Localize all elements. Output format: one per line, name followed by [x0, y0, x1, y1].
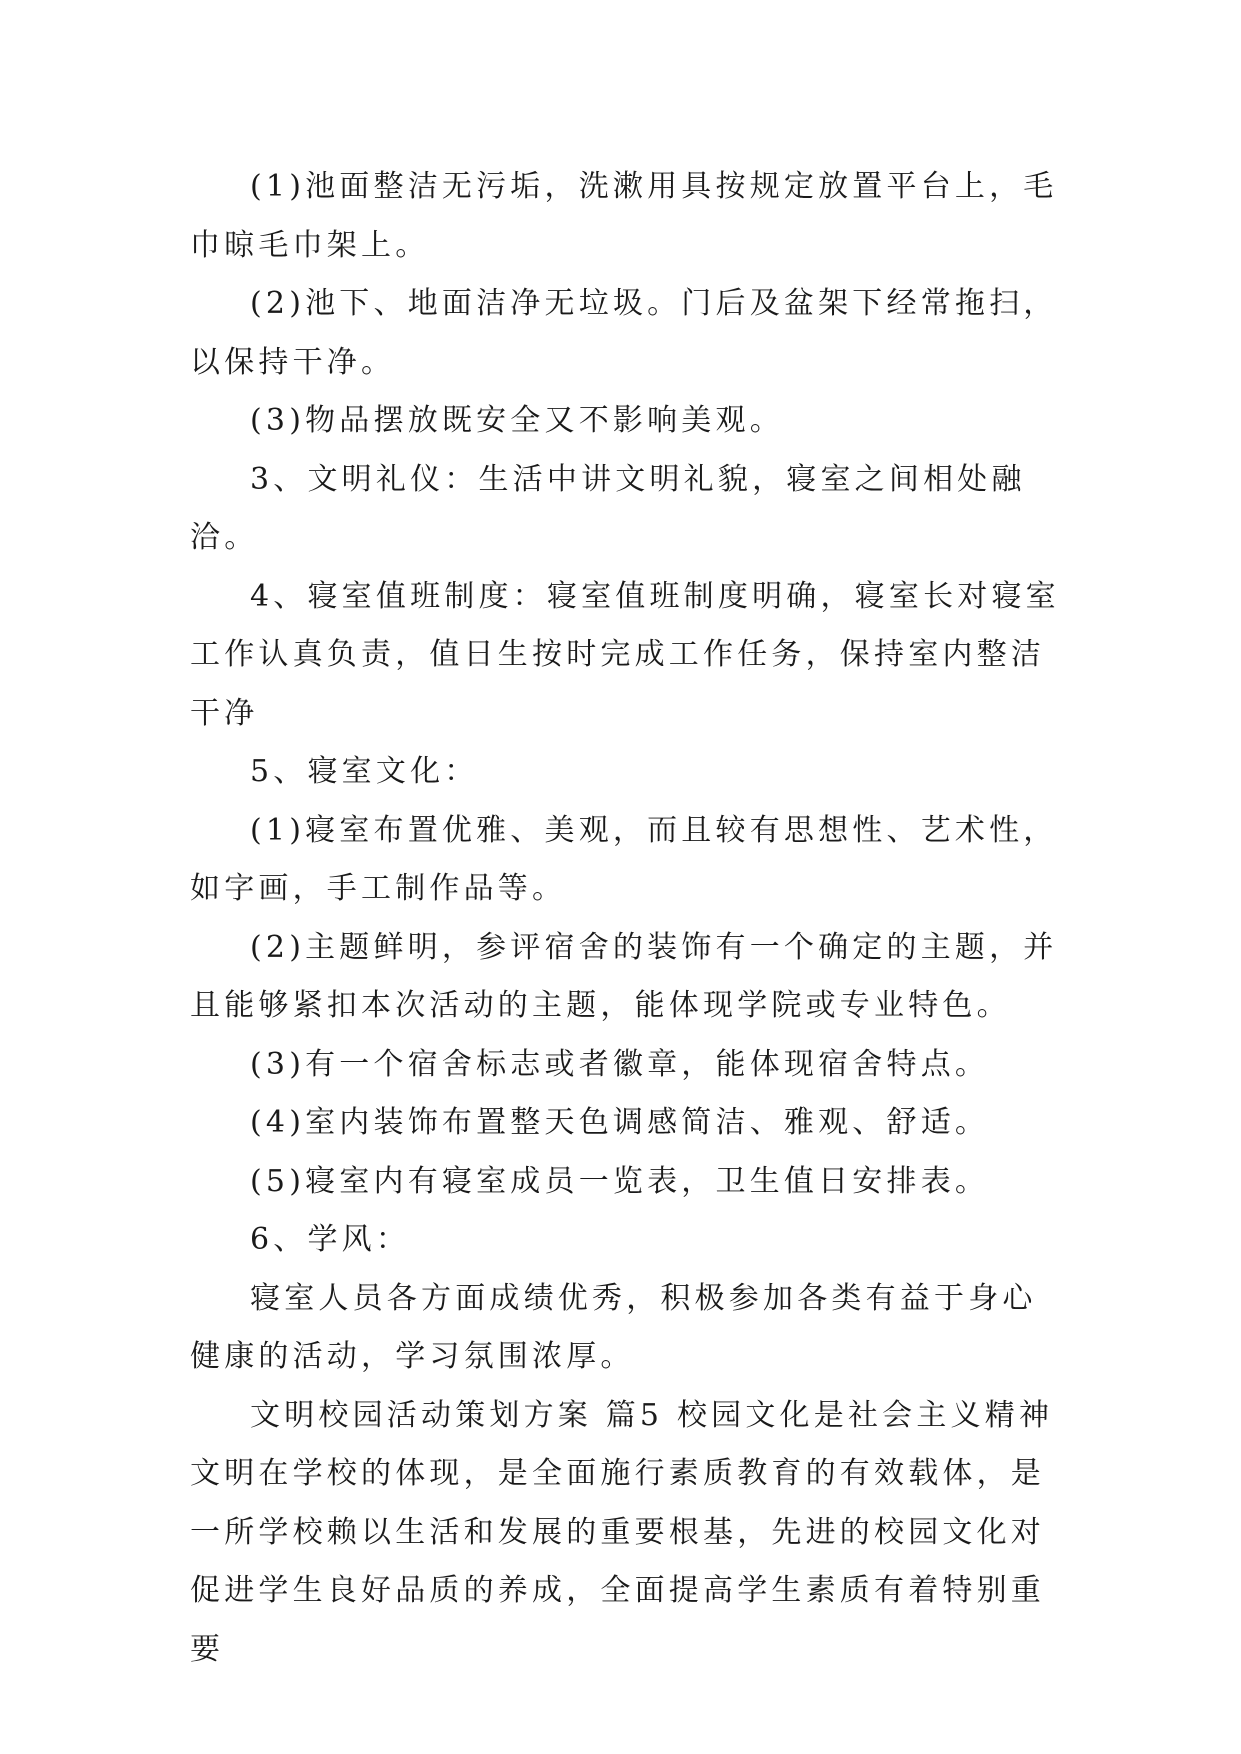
- paragraph-culture-theme: (2)主题鲜明，参评宿舍的装饰有一个确定的主题，并且能够紧扣本次活动的主题，能体现学院或专业特色。: [190, 929, 1058, 1023]
- paragraph-culture-decor: (1)寝室布置优雅、美观，而且较有思想性、艺术性，如字画，手工制作品等。: [190, 812, 1058, 906]
- paragraph-sink-cleanliness: (1)池面整洁无污垢，洗漱用具按规定放置平台上，毛巾晾毛巾架上。: [190, 169, 1058, 263]
- paragraph-study-heading: 6、学风：: [250, 1222, 411, 1257]
- paragraph-item-placement: (3)物品摆放既安全又不影响美观。: [250, 403, 784, 438]
- paragraph-floor-cleanliness: (2)池下、地面洁净无垃圾。门后及盆架下经常拖扫，以保持干净。: [190, 286, 1058, 380]
- paragraph-culture-interior: (4)室内装饰布置整天色调感简洁、雅观、舒适。: [250, 1105, 990, 1140]
- paragraph-plan-5-intro: 文明校园活动策划方案 篇5 校园文化是社会主义精神文明在学校的体现，是全面施行素质教育的有效载体，是一所学校赖以生活和发展的重要根基，先进的校园文化对促进学生良好品质的养成，全面提高学生素质有着特别重要: [190, 1397, 1054, 1667]
- paragraph-culture-emblem: (3)有一个宿舍标志或者徽章，能体现宿舍特点。: [250, 1046, 990, 1082]
- paragraph-duty-system: 4、寝室值班制度：寝室值班制度明确，寝室长对寝室工作认真负责，值日生按时完成工作任务，保持室内整洁干净: [190, 578, 1060, 731]
- paragraph-study-body: 寝室人员各方面成绩优秀，积极参加各类有益于身心健康的活动，学习氛围浓厚。: [190, 1280, 1037, 1374]
- paragraph-culture-roster: (5)寝室内有寝室成员一览表，卫生值日安排表。: [250, 1163, 990, 1199]
- paragraph-dorm-culture-heading: 5、寝室文化：: [250, 754, 479, 789]
- document-body: [190, 158, 1070, 1679]
- paragraph-civility: 3、文明礼仪：生活中讲文明礼貌，寝室之间相处融洽。: [190, 461, 1026, 555]
